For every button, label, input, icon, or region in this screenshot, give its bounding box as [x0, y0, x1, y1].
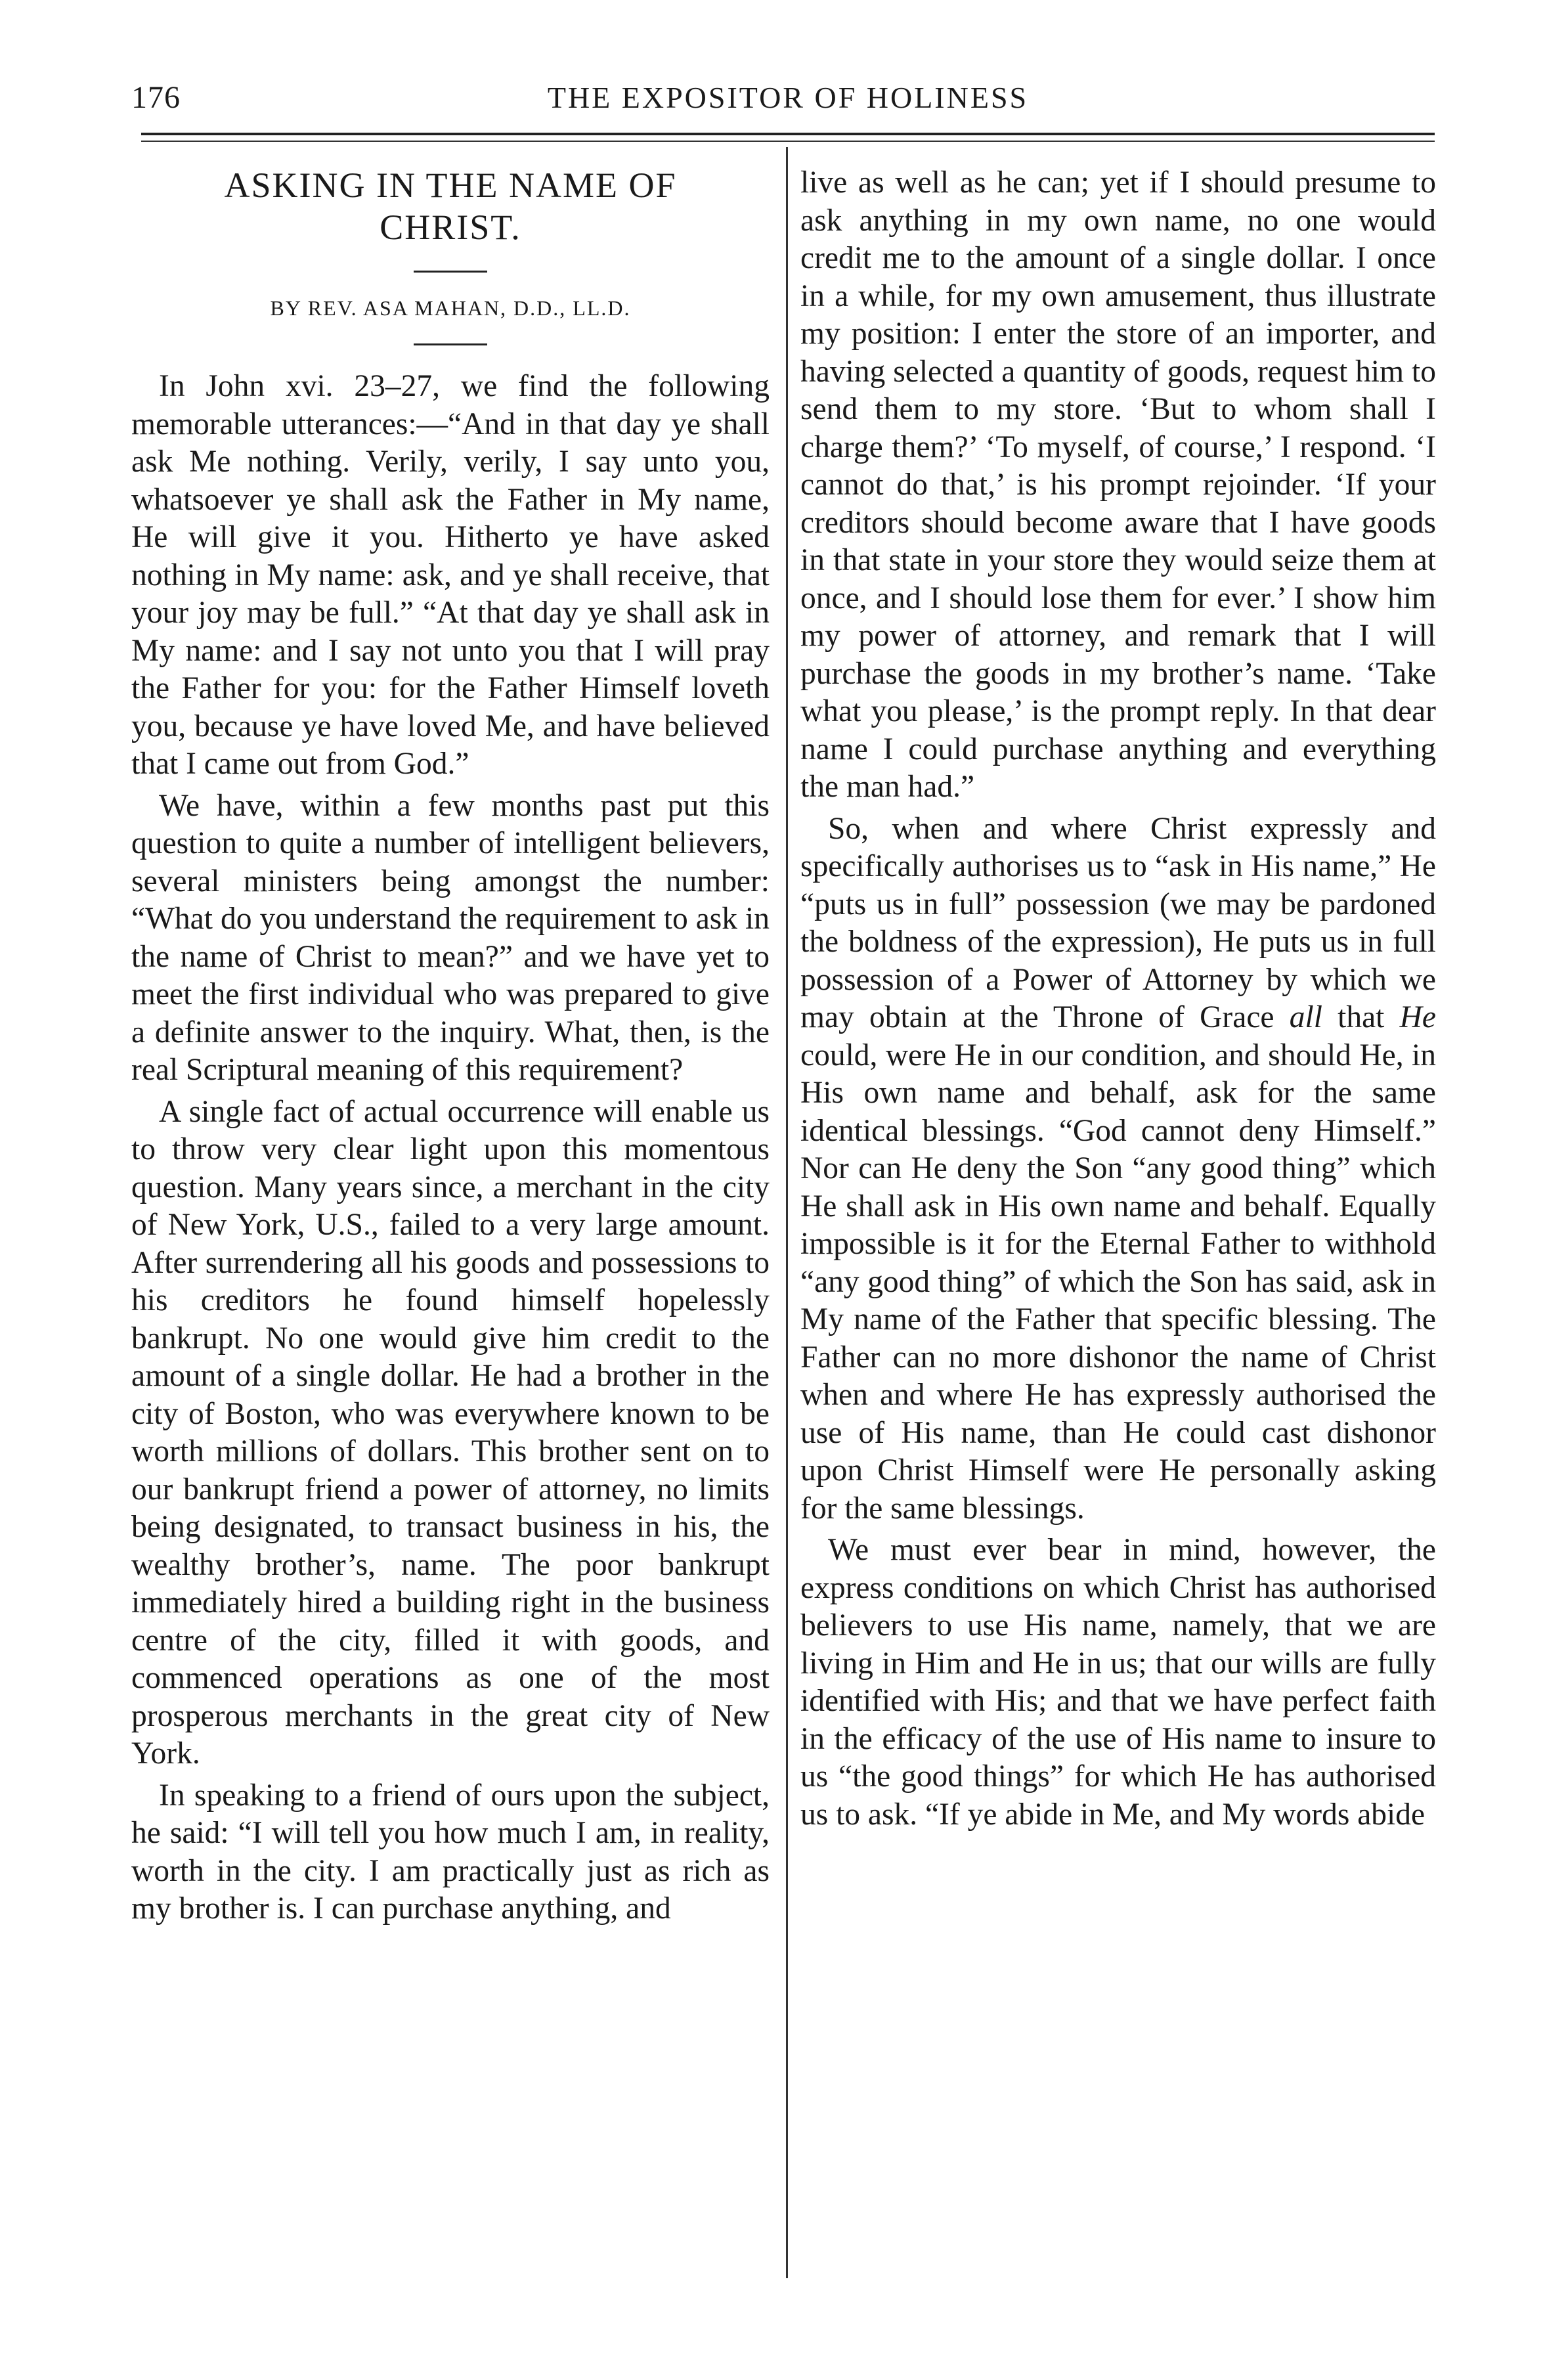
paragraph-power-of-attorney [800, 810, 1436, 1528]
paragraph-question: We have, within a few months past put this question to quite a number of intelligent believers, several ministers being amongst the number: “What do you understand the requirement to ask in the name of Christ to mean?” and we have yet to meet the first individual who was prepared to give a definite answer to the inquiry. What, then, is the real Scriptural meaning of this requirement? [131, 788, 770, 1087]
article-title: ASKING IN THE NAME OF CHRIST. [224, 165, 677, 247]
paragraph-conditions: We must ever bear in mind, however, the express conditions on which Christ has authorised believers to use His name, namely, that we are living in Him and He in us; that our wills are fully identified with His; and that we have perfect faith in the efficacy of the use of His name to insure to us “the good things” for which He has authorised us to ask. “If ye abide in Me, and My words abide [800, 1533, 1436, 1832]
text-run: So, when and where Christ expressly and specifically authorises us to “ask in His name,” He “puts us in full” possession (we may be pardoned the boldness of the expression), He puts us in full possession of a Power of Attorney by which we may obtain at the Throne of Grace [800, 811, 1436, 1034]
header-rule-thin [141, 141, 1435, 142]
page-number: 176 [131, 79, 181, 115]
emphasis-all: all [1289, 1000, 1322, 1034]
byline-rule [414, 343, 487, 345]
article-byline: BY REV. ASA MAHAN, D.D., LL.D. [270, 296, 631, 320]
running-head [131, 71, 1435, 123]
text-run: could, were He in our condition, and should He, in His own name and behalf, ask for the same identical blessings. “God cannot deny Himself.” Nor can He deny the Son “any good thing” which He shall ask in His own name and behalf. Equally impossible is it for the Eternal Father to withhold “any good thing” of which the Son has said, ask in My name of the Father that specific blessing. The Father can no more dishonor the name of Christ when and where He has expressly authorised the use of His name, than He could cast dishonor upon Christ Himself were He personally asking for the same blessings. [800, 1038, 1436, 1526]
left-column [131, 164, 770, 2292]
paragraph-merchant-speech: In speaking to a friend of ours upon the subject, he said: “I will tell you how much I am, in reality, worth in the city. I am practically just as rich as my brother is. I can purchase anything, and [131, 1778, 770, 1926]
paragraph-continuation: live as well as he can; yet if I should presume to ask anything in my own name, no one would credit me to the amount of a single dollar. I once in a while, for my own amusement, thus illustrate my position: I enter the store of an importer, and having selected a quantity of goods, request him to send them to my store. ‘But to whom shall I charge them?’ ‘To myself, of course,’ I respond. ‘I cannot do that,’ is his prompt rejoinder. ‘If your creditors should become aware that I have goods in that state in your store they would seize them at once, and I should lose them for ever.’ I show him my power of attorney, and remark that I will purchase the goods in my brother’s name. ‘Take what you please,’ is the prompt reply. In that dear name I could purchase anything and everything the man had.” [800, 165, 1436, 804]
header-rule-thick [141, 133, 1435, 135]
text-run: that [1322, 1000, 1400, 1034]
title-rule [414, 271, 487, 273]
right-column [800, 164, 1436, 2292]
paragraph-scripture-quote: In John xvi. 23–27, we find the following memorable utterances:—“And in that day ye shall ask Me nothing. Verily, verily, I say unto you, whatsoever ye shall ask the Father in My name, He will give it you. Hitherto ye have asked nothing in My name: ask, and ye shall receive, that your joy may be full.” “At that day ye shall ask in My name: and I say not unto you that I will pray the Father for you: for the Father Himself loveth you, because ye have loved Me, and have believed that I came out from God.” [131, 369, 770, 781]
column-divider [786, 147, 788, 2278]
paragraph-merchant-story: A single fact of actual occurrence will enable us to throw very clear light upon this momentous question. Many years since, a merchant in the city of New York, U.S., failed to a very large amount. After surrendering all his goods and possessions to his creditors he found himself hopelessly bankrupt. No one would give him credit to the amount of a single dollar. He had a brother in the city of Boston, who was everywhere known to be worth millions of dollars. This brother sent on to our bankrupt friend a power of attorney, no limits being designated, to transact business in his, the wealthy brother’s, name. The poor bankrupt immediately hired a building right in the business centre of the city, filled it with goods, and commenced operations as one of the most prosperous merchants in the great city of New York. [131, 1094, 770, 1771]
journal-title: THE EXPOSITOR OF HOLINESS [547, 80, 1029, 114]
emphasis-he: He [1399, 1000, 1436, 1034]
